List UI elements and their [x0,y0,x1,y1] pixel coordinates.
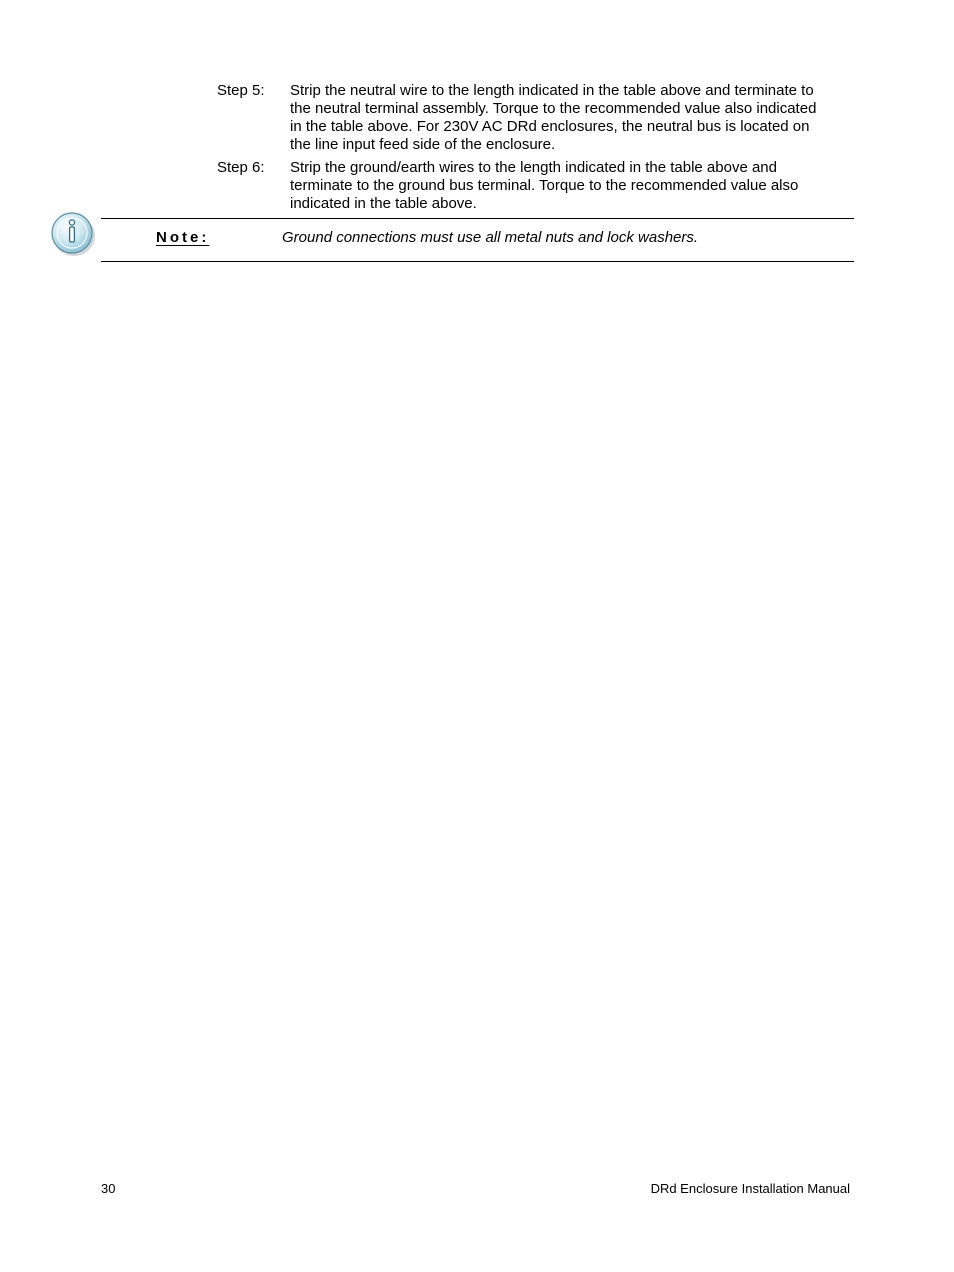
step-6-text [290,159,855,213]
step-5-text [290,82,855,154]
step-5-label: Step 5: [217,82,265,99]
step-5-line-1: Strip the neutral wire to the length indicated in the table above and terminate to [290,82,814,99]
step-5-line-3: in the table above. For 230V AC DRd enclosures, the neutral bus is located on [290,118,810,135]
step-6-line-3: indicated in the table above. [290,195,477,212]
note-text: Ground connections must use all metal nuts and lock washers. [282,229,699,246]
step-6-line-1: Strip the ground/earth wires to the length indicated in the table above and [290,159,777,176]
page-number: 30 [101,1181,116,1196]
manual-title: DRd Enclosure Installation Manual [650,1181,850,1196]
step-5-line-2: the neutral terminal assembly. Torque to the recommended value also indicated [290,100,817,117]
note-top-rule [101,218,854,219]
step-6-label: Step 6: [217,159,265,176]
step-6-line-2: terminate to the ground bus terminal. Torque to the recommended value also [290,177,799,194]
info-icon [49,210,99,260]
note-bottom-rule [101,261,854,262]
step-5-line-4: the line input feed side of the enclosure. [290,136,556,153]
note-label: Note: [156,229,210,246]
